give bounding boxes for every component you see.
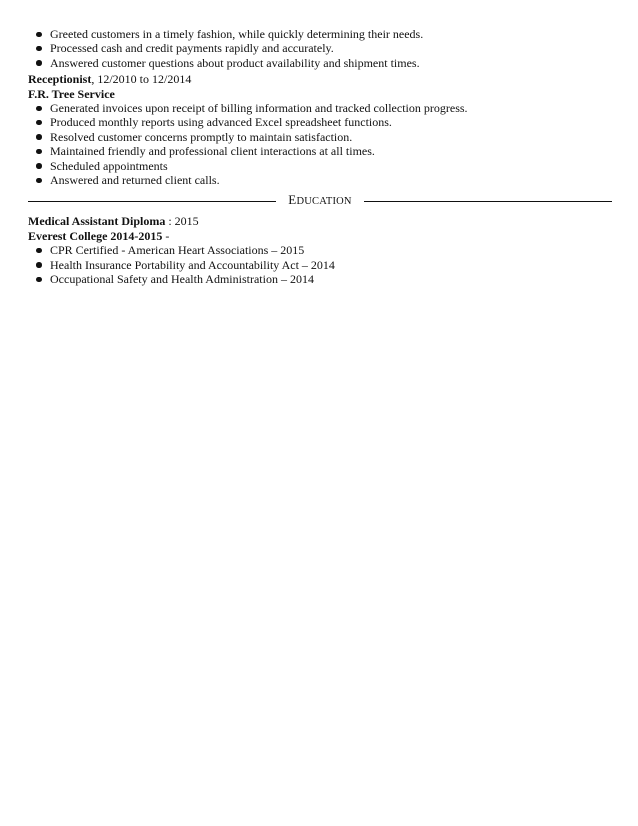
section-title [276, 190, 363, 212]
list-item: Greeted customers in a timely fashion, while quickly determining their needs. [28, 27, 612, 41]
education-section-header [28, 191, 612, 211]
section-title-initial: E [288, 192, 297, 208]
list-item: Answered and returned client calls. [28, 173, 612, 187]
job-title: Receptionist [28, 72, 92, 87]
section-divider-left [28, 201, 276, 202]
list-item: CPR Certified - American Heart Associations – 2015 [28, 243, 612, 257]
list-item: Maintained friendly and professional client interactions at all times. [28, 144, 612, 158]
section-divider-right [364, 201, 612, 202]
school-line [28, 229, 612, 243]
list-item: Health Insurance Portability and Accountability Act – 2014 [28, 258, 612, 272]
prior-job-bullet-list [28, 27, 612, 70]
degree-year: : 2015 [165, 214, 199, 229]
company-name: F.R. Tree Service [28, 86, 115, 101]
list-item: Produced monthly reports using advanced Excel spreadsheet functions. [28, 115, 612, 129]
list-item: Processed cash and credit payments rapidly and accurately. [28, 41, 612, 55]
list-item: Answered customer questions about product availability and shipment times. [28, 56, 612, 70]
school-name: Everest College 2014-2015 [28, 228, 163, 243]
list-item: Scheduled appointments [28, 159, 612, 173]
job-title-line [28, 72, 612, 86]
list-item: Generated invoices upon receipt of billing information and tracked collection progress. [28, 101, 612, 115]
degree-name: Medical Assistant Diploma [28, 214, 166, 229]
job-bullet-list [28, 101, 612, 187]
section-title-rest: DUCATION [296, 196, 352, 208]
list-item: Occupational Safety and Health Administration – 2014 [28, 272, 612, 286]
education-bullet-list [28, 243, 612, 286]
resume-page [28, 27, 612, 287]
degree-line [28, 214, 612, 228]
list-item: Resolved customer concerns promptly to maintain satisfaction. [28, 130, 612, 144]
job-dates: , 12/2010 to 12/2014 [91, 72, 192, 87]
school-suffix: - [162, 228, 170, 243]
education-block [28, 214, 612, 286]
